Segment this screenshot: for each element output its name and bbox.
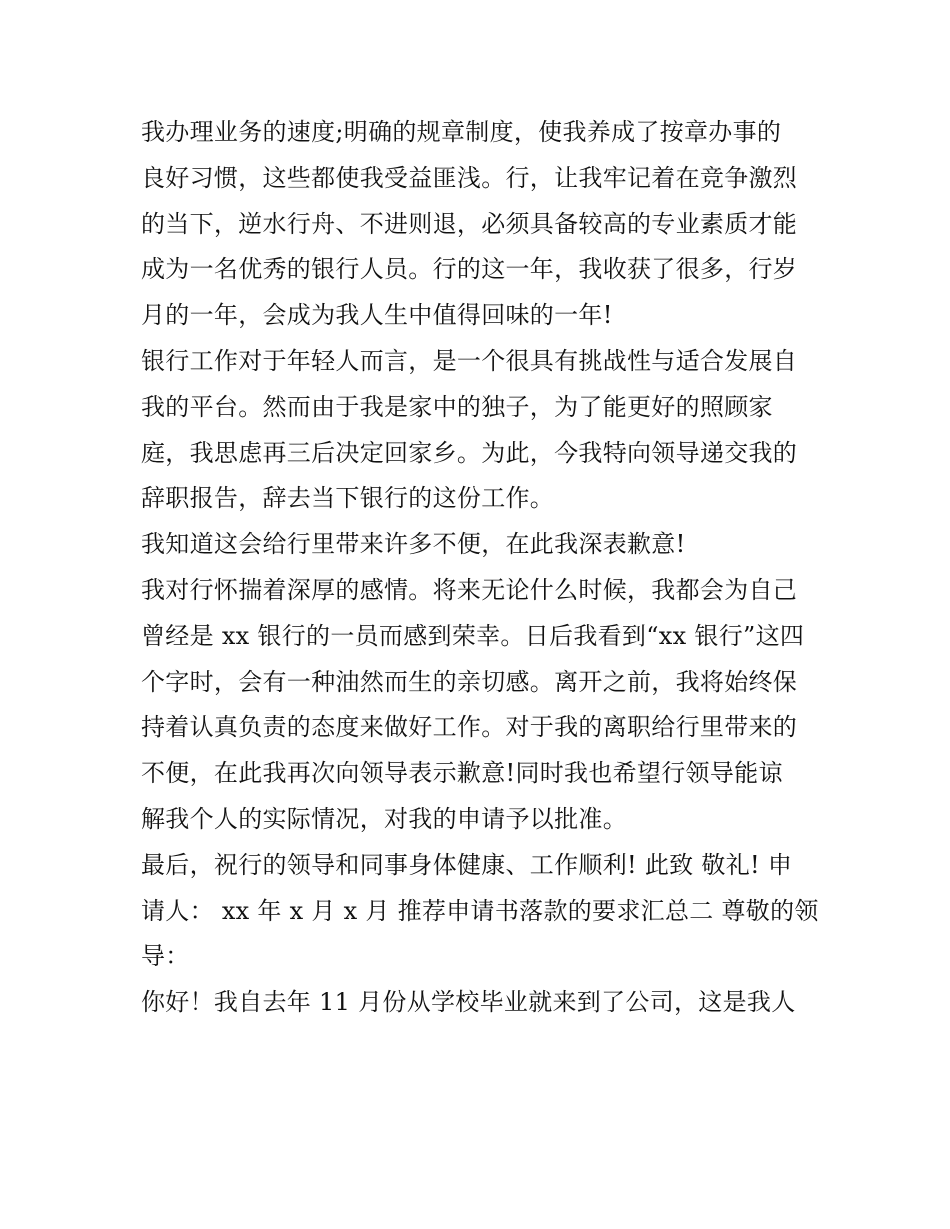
text-line: 银行工作对于年轻人而言，是一个很具有挑战性与适合发展自: [141, 346, 798, 375]
text-line: 持着认真负责的态度来做好工作。对于我的离职给行里带来的: [141, 713, 798, 742]
text-line: 我办理业务的速度;明确的规章制度，使我养成了按章办事的: [141, 118, 782, 146]
text-line: 我对行怀揣着深厚的感情。将来无论什么时候，我都会为自己: [141, 575, 798, 604]
text-line: 最后，祝行的领导和同事身体健康、工作顺利! 此致 敬礼! 申: [141, 850, 793, 879]
text-line: 我的平台。然而由于我是家中的独子，为了能更好的照顾家: [141, 392, 773, 421]
document-body: [141, 110, 821, 1026]
text-line: 我知道这会给行里带来许多不便，在此我深表歉意!: [141, 530, 686, 559]
text-line: 的当下，逆水行舟、不进则退，必须具备较高的专业素质才能: [141, 209, 798, 238]
text-line: 辞职报告，辞去当下银行的这份工作。: [141, 484, 555, 513]
text-line: 导：: [141, 942, 190, 971]
text-line: 曾经是 xx 银行的一员而感到荣幸。日后我看到“xx 银行”这四: [141, 621, 805, 650]
text-line: 不便，在此我再次向领导表示歉意!同时我也希望行领导能谅: [141, 759, 783, 788]
text-line: 你好！我自去年 11 月份从学校毕业就来到了公司，这是我人: [141, 988, 796, 1017]
text-line: 个字时，会有一种油然而生的亲切感。离开之前，我将始终保: [141, 667, 798, 696]
text-line: 月的一年，会成为我人生中值得回味的一年!: [141, 301, 613, 330]
text-line: 请人： xx 年 x 月 x 月 推荐申请书落款的要求汇总二 尊敬的领: [141, 896, 819, 925]
text-line: 成为一名优秀的银行人员。行的这一年，我收获了很多，行岁: [141, 255, 798, 284]
text-line: 庭，我思虑再三后决定回家乡。为此，今我特向领导递交我的: [141, 438, 798, 467]
text-line: 解我个人的实际情况，对我的申请予以批准。: [141, 804, 627, 833]
text-line: 良好习惯，这些都使我受益匪浅。行，让我牢记着在竞争激烈: [141, 163, 798, 192]
